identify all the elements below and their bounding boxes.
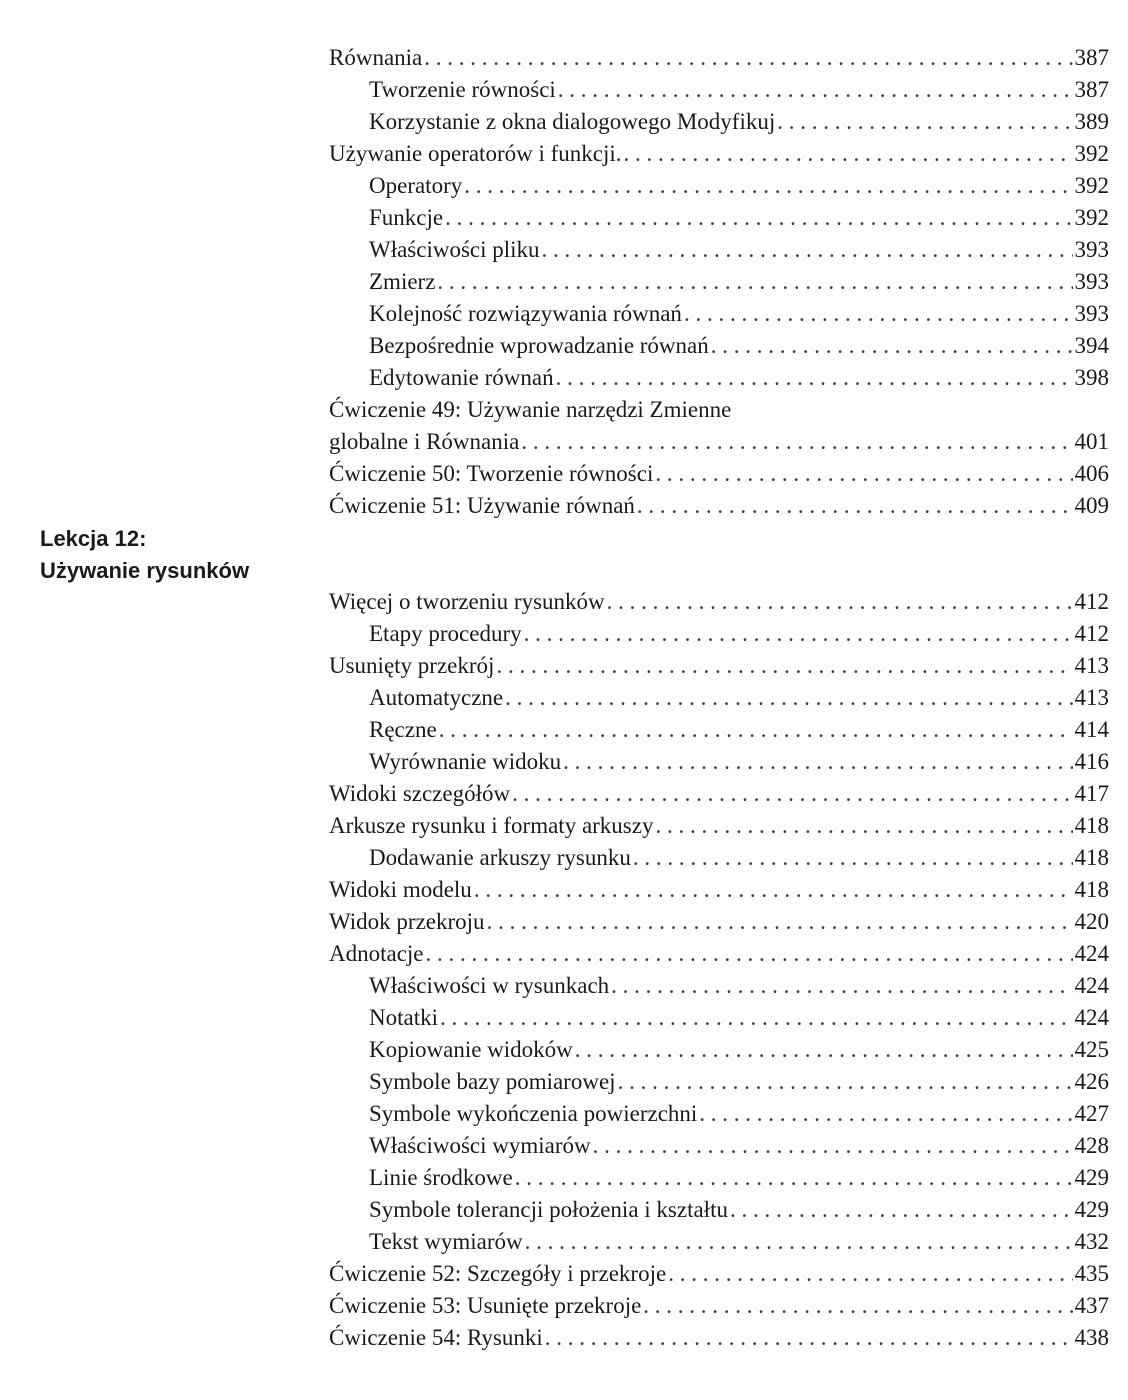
toc-entry-page: 429 <box>1074 1165 1109 1190</box>
toc-entry-page: 428 <box>1074 1133 1109 1158</box>
leader-dots <box>426 938 1073 970</box>
toc-entry-label: Funkcje <box>369 205 444 230</box>
leader-dots <box>505 682 1072 714</box>
toc-entry <box>329 234 1109 266</box>
toc-entry-label: Ćwiczenie 52: Szczegóły i przekroje <box>329 1261 667 1286</box>
toc-entry-page: 406 <box>1074 461 1109 486</box>
toc-entry <box>329 170 1109 202</box>
leader-dots <box>487 906 1073 938</box>
leader-dots <box>424 42 1072 74</box>
toc-entry-page: 425 <box>1074 1037 1109 1062</box>
toc-entry-label: Bezpośrednie wprowadzanie równań <box>369 333 709 358</box>
toc-section-equations <box>329 42 1109 522</box>
toc-entry-page: 416 <box>1074 749 1109 774</box>
leader-dots <box>439 714 1073 746</box>
leader-dots <box>558 74 1073 106</box>
leader-dots <box>524 618 1073 650</box>
toc-entry-label: Usunięty przekrój <box>329 653 495 678</box>
leader-dots <box>777 106 1072 138</box>
toc-entry-label: Adnotacje <box>329 941 424 966</box>
toc-entry-label: Symbole tolerancji położenia i kształtu <box>369 1197 728 1222</box>
leader-dots <box>525 1226 1073 1258</box>
toc-entry-page: 418 <box>1074 877 1109 902</box>
toc-entry-label: globalne i Równania <box>329 429 520 454</box>
leader-dots <box>512 778 1072 810</box>
toc-entry-page: 387 <box>1074 45 1109 70</box>
toc-entry <box>329 42 1109 74</box>
leader-dots <box>445 202 1072 234</box>
toc-entry <box>329 618 1109 650</box>
leader-dots <box>556 362 1073 394</box>
toc-entry-label: Ćwiczenie 54: Rysunki <box>329 1325 543 1350</box>
toc-entry-label: Operatory <box>369 173 463 198</box>
toc-entry-page: 413 <box>1074 685 1109 710</box>
toc-entry <box>329 458 1109 490</box>
leader-dots <box>607 586 1073 618</box>
toc-entry <box>329 970 1109 1002</box>
leader-dots <box>655 810 1072 842</box>
toc-entry-page: 414 <box>1074 717 1109 742</box>
toc-entry-label: Tworzenie równości <box>369 77 556 102</box>
toc-entry <box>329 714 1109 746</box>
toc-entry-page: 435 <box>1074 1261 1109 1286</box>
toc-entry <box>329 746 1109 778</box>
toc-entry-label: Właściwości pliku <box>369 237 540 262</box>
toc-entry <box>329 490 1109 522</box>
toc-entry-page: 412 <box>1074 589 1109 614</box>
leader-dots <box>699 1098 1072 1130</box>
toc-entry-label: Linie środkowe <box>369 1165 513 1190</box>
toc-entry-page: 394 <box>1074 333 1109 358</box>
toc-entry-label: Edytowanie równań <box>369 365 554 390</box>
toc-entry <box>329 586 1109 618</box>
toc-entry-page: 398 <box>1074 365 1109 390</box>
toc-entry <box>329 1162 1109 1194</box>
toc-entry <box>329 202 1109 234</box>
toc-entry-page: 429 <box>1074 1197 1109 1222</box>
leader-dots <box>545 1322 1073 1354</box>
leader-dots <box>464 170 1072 202</box>
leader-dots <box>637 490 1073 522</box>
toc-entry-page: 412 <box>1074 621 1109 646</box>
toc-entry <box>329 874 1109 906</box>
toc-entry-page: 418 <box>1074 845 1109 870</box>
toc-entry-label: Więcej o tworzeniu rysunków <box>329 589 605 614</box>
toc-entry <box>329 906 1109 938</box>
toc-section-drawings <box>329 586 1109 1354</box>
leader-dots <box>643 1290 1072 1322</box>
toc-entry-page: 393 <box>1074 269 1109 294</box>
toc-entry-label: Kopiowanie widoków <box>369 1037 573 1062</box>
toc-entry-label: Widoki szczegółów <box>329 781 511 806</box>
toc-entry-label: Właściwości w rysunkach <box>369 973 610 998</box>
toc-entry-page: 417 <box>1074 781 1109 806</box>
toc-entry <box>329 1130 1109 1162</box>
toc-entry-page: 413 <box>1074 653 1109 678</box>
toc-entry-label: Ręczne <box>369 717 437 742</box>
toc-entry <box>329 938 1109 970</box>
leader-dots <box>624 138 1073 170</box>
toc-entry-page: 389 <box>1074 109 1109 134</box>
toc-entry <box>329 1098 1109 1130</box>
toc-entry <box>329 650 1109 682</box>
toc-entry <box>329 298 1109 330</box>
leader-dots <box>711 330 1073 362</box>
toc-entry-page: 392 <box>1074 141 1109 166</box>
leader-dots <box>437 266 1072 298</box>
toc-entry-page: 427 <box>1074 1101 1109 1126</box>
leader-dots <box>655 458 1072 490</box>
toc-entry-page: 401 <box>1074 429 1109 454</box>
toc-entry <box>329 1066 1109 1098</box>
leader-dots <box>633 842 1073 874</box>
toc-entry-label: Ćwiczenie 49: Używanie narzędzi Zmienne <box>329 397 732 422</box>
toc-entry <box>329 266 1109 298</box>
toc-entry-label: Widok przekroju <box>329 909 485 934</box>
toc-entry-page: 392 <box>1074 205 1109 230</box>
toc-entry-page: 424 <box>1074 941 1109 966</box>
leader-dots <box>542 234 1073 266</box>
toc-entry <box>329 138 1109 170</box>
leader-dots <box>515 1162 1073 1194</box>
leader-dots <box>474 874 1073 906</box>
leader-dots <box>440 1002 1073 1034</box>
toc-entry-page: 393 <box>1074 301 1109 326</box>
toc-entry-label: Dodawanie arkuszy rysunku <box>369 845 631 870</box>
toc-entry <box>329 778 1109 810</box>
toc-entry-label: Widoki modelu <box>329 877 472 902</box>
toc-entry-label: Tekst wymiarów <box>369 1229 523 1254</box>
toc-entry-label: Kolejność rozwiązywania równań <box>369 301 682 326</box>
toc-entry-page: 437 <box>1074 1293 1109 1318</box>
leader-dots <box>730 1194 1073 1226</box>
toc-entry-label: Ćwiczenie 50: Tworzenie równości <box>329 461 654 486</box>
toc-entry-page: 387 <box>1074 77 1109 102</box>
toc-entry <box>329 682 1109 714</box>
leader-dots <box>575 1034 1073 1066</box>
toc-entry <box>329 1258 1109 1290</box>
toc-entry-label: Właściwości wymiarów <box>369 1133 591 1158</box>
leader-dots <box>618 1066 1073 1098</box>
leader-dots <box>521 426 1072 458</box>
lesson-heading <box>40 523 249 587</box>
lesson-number: Lekcja 12: <box>40 526 147 551</box>
toc-entry <box>329 1322 1109 1354</box>
toc-entry <box>329 362 1109 394</box>
toc-entry <box>329 330 1109 362</box>
toc-entry <box>329 1226 1109 1258</box>
toc-entry-page: 420 <box>1074 909 1109 934</box>
toc-entry-label: Korzystanie z okna dialogowego Modyfikuj <box>369 109 776 134</box>
toc-entry <box>329 1194 1109 1226</box>
leader-dots <box>496 650 1072 682</box>
leader-dots <box>563 746 1072 778</box>
toc-entry-page: 393 <box>1074 237 1109 262</box>
toc-entry-page: 392 <box>1074 173 1109 198</box>
toc-entry-label: Etapy procedury <box>369 621 522 646</box>
toc-entry-label: Równania <box>329 45 423 70</box>
toc-entry-label: Symbole bazy pomiarowej <box>369 1069 616 1094</box>
toc-entry-page: 418 <box>1074 813 1109 838</box>
toc-entry <box>329 1290 1109 1322</box>
toc-entry-label: Symbole wykończenia powierzchni <box>369 1101 698 1126</box>
toc-entry-page: 424 <box>1074 973 1109 998</box>
toc-entry <box>329 106 1109 138</box>
toc-entry-label: Zmierz <box>369 269 436 294</box>
toc-entry-label: Ćwiczenie 53: Usunięte przekroje <box>329 1293 642 1318</box>
toc-entry-page: 426 <box>1074 1069 1109 1094</box>
toc-entry-page: 438 <box>1074 1325 1109 1350</box>
leader-dots <box>611 970 1072 1002</box>
toc-entry-label: Używanie operatorów i funkcji. <box>329 141 622 166</box>
toc-entry <box>329 426 1109 458</box>
lesson-title: Używanie rysunków <box>40 558 250 583</box>
toc-entry <box>329 1002 1109 1034</box>
leader-dots <box>593 1130 1073 1162</box>
toc-entry-page: 409 <box>1074 493 1109 518</box>
toc-entry-page: 432 <box>1074 1229 1109 1254</box>
toc-entry <box>329 842 1109 874</box>
toc-entry-label: Automatyczne <box>369 685 504 710</box>
toc-entry <box>329 394 1109 426</box>
toc-entry <box>329 1034 1109 1066</box>
toc-entry-page: 424 <box>1074 1005 1109 1030</box>
toc-entry-label: Notatki <box>369 1005 438 1030</box>
toc-entry <box>329 810 1109 842</box>
leader-dots <box>668 1258 1072 1290</box>
toc-entry-label: Arkusze rysunku i formaty arkuszy <box>329 813 654 838</box>
toc-entry-label: Wyrównanie widoku <box>369 749 562 774</box>
toc-entry-label: Ćwiczenie 51: Używanie równań <box>329 493 635 518</box>
leader-dots <box>684 298 1073 330</box>
toc-entry <box>329 74 1109 106</box>
